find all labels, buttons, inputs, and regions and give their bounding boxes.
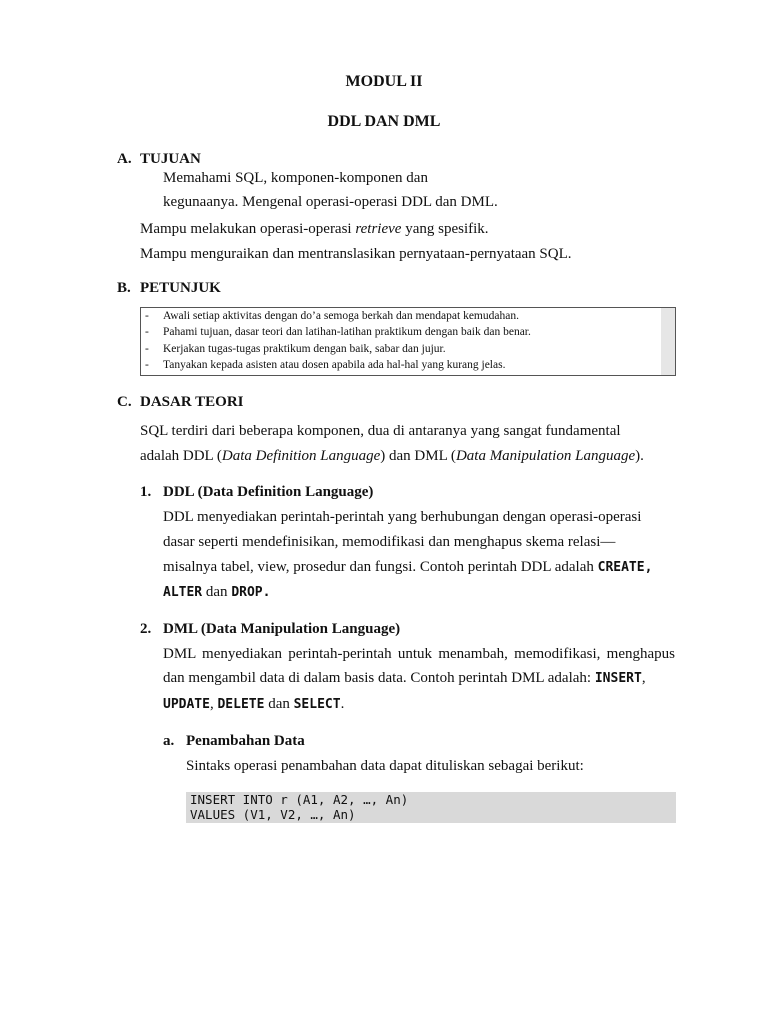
- section-a-letter: A.: [117, 151, 132, 167]
- section-c-letter: C.: [117, 394, 132, 410]
- keyword-insert: INSERT: [594, 671, 642, 686]
- code-line: VALUES (V1, V2, …, An): [190, 807, 356, 822]
- instruction-item: - Pahami tujuan, dasar teori dan latihan-latihan praktikum dengan baik dan benar.: [145, 326, 531, 338]
- keyword-select: SELECT: [293, 697, 341, 712]
- section-b-heading: PETUNJUK: [140, 280, 221, 296]
- dml-line-1: DML menyediakan perintah-perintah untuk menambah, memodifikasi, menghapus: [163, 646, 675, 662]
- keyword-update: UPDATE: [163, 697, 210, 712]
- tujuan-line-4: Mampu menguraikan dan mentranslasikan pernyataan-pernyataan SQL.: [140, 246, 572, 262]
- box-shade: [661, 308, 675, 375]
- dml-heading: DML (Data Manipulation Language): [163, 621, 401, 637]
- sub-a-letter: a.: [163, 733, 175, 749]
- ddl-heading: DDL (Data Definition Language): [163, 484, 374, 500]
- dml-number: 2.: [140, 621, 152, 637]
- keyword-delete: DELETE: [217, 697, 265, 712]
- intro-line-2: adalah DDL (Data Definition Language) dan DML (Data Manipulation Language).: [140, 448, 644, 464]
- instruction-item: - Tanyakan kepada asisten atau dosen apabila ada hal-hal yang kurang jelas.: [145, 359, 506, 371]
- ddl-line-2: dasar seperti mendefinisikan, memodifikasi dan menghapus skema relasi—: [163, 534, 616, 550]
- intro-line-1: SQL terdiri dari beberapa komponen, dua di antaranya yang sangat fundamental: [140, 423, 621, 439]
- section-b-letter: B.: [117, 280, 131, 296]
- code-line: INSERT INTO r (A1, A2, …, An): [190, 792, 409, 807]
- ddl-number: 1.: [140, 484, 152, 500]
- section-a-heading: TUJUAN: [140, 151, 201, 167]
- dml-line-3: UPDATE, DELETE dan SELECT.: [163, 696, 345, 712]
- tujuan-line-1: Memahami SQL, komponen-komponen dan: [163, 170, 428, 186]
- instruction-item: - Awali setiap aktivitas dengan do’a semoga berkah dan mendapat kemudahan.: [145, 310, 519, 322]
- ddl-line-3: misalnya tabel, view, prosedur dan fungsi. Contoh perintah DDL adalah CREATE,: [163, 559, 653, 575]
- instructions-box: [140, 307, 676, 376]
- sub-a-text: Sintaks operasi penambahan data dapat dituliskan sebagai berikut:: [186, 758, 584, 774]
- keyword-drop: DROP.: [231, 585, 271, 600]
- module-subtitle: DDL DAN DML: [327, 113, 441, 130]
- tujuan-line-3: Mampu melakukan operasi-operasi retrieve yang spesifik.: [140, 221, 489, 237]
- keyword-alter: ALTER: [163, 585, 203, 600]
- ddl-line-4: ALTER dan DROP.: [163, 584, 271, 600]
- keyword-create: CREATE,: [597, 560, 653, 575]
- code-block: [186, 792, 676, 823]
- dml-line-2: dan mengambil data di dalam basis data. Contoh perintah DML adalah: INSERT,: [163, 670, 646, 686]
- section-c-heading: DASAR TEORI: [140, 394, 244, 410]
- ddl-line-1: DDL menyediakan perintah-perintah yang berhubungan dengan operasi-operasi: [163, 509, 642, 525]
- instruction-item: - Kerjakan tugas-tugas praktikum dengan baik, sabar dan jujur.: [145, 343, 446, 355]
- sub-a-heading: Penambahan Data: [186, 733, 305, 749]
- module-title: MODUL II: [345, 73, 423, 90]
- tujuan-line-2: kegunaanya. Mengenal operasi-operasi DDL dan DML.: [163, 194, 498, 210]
